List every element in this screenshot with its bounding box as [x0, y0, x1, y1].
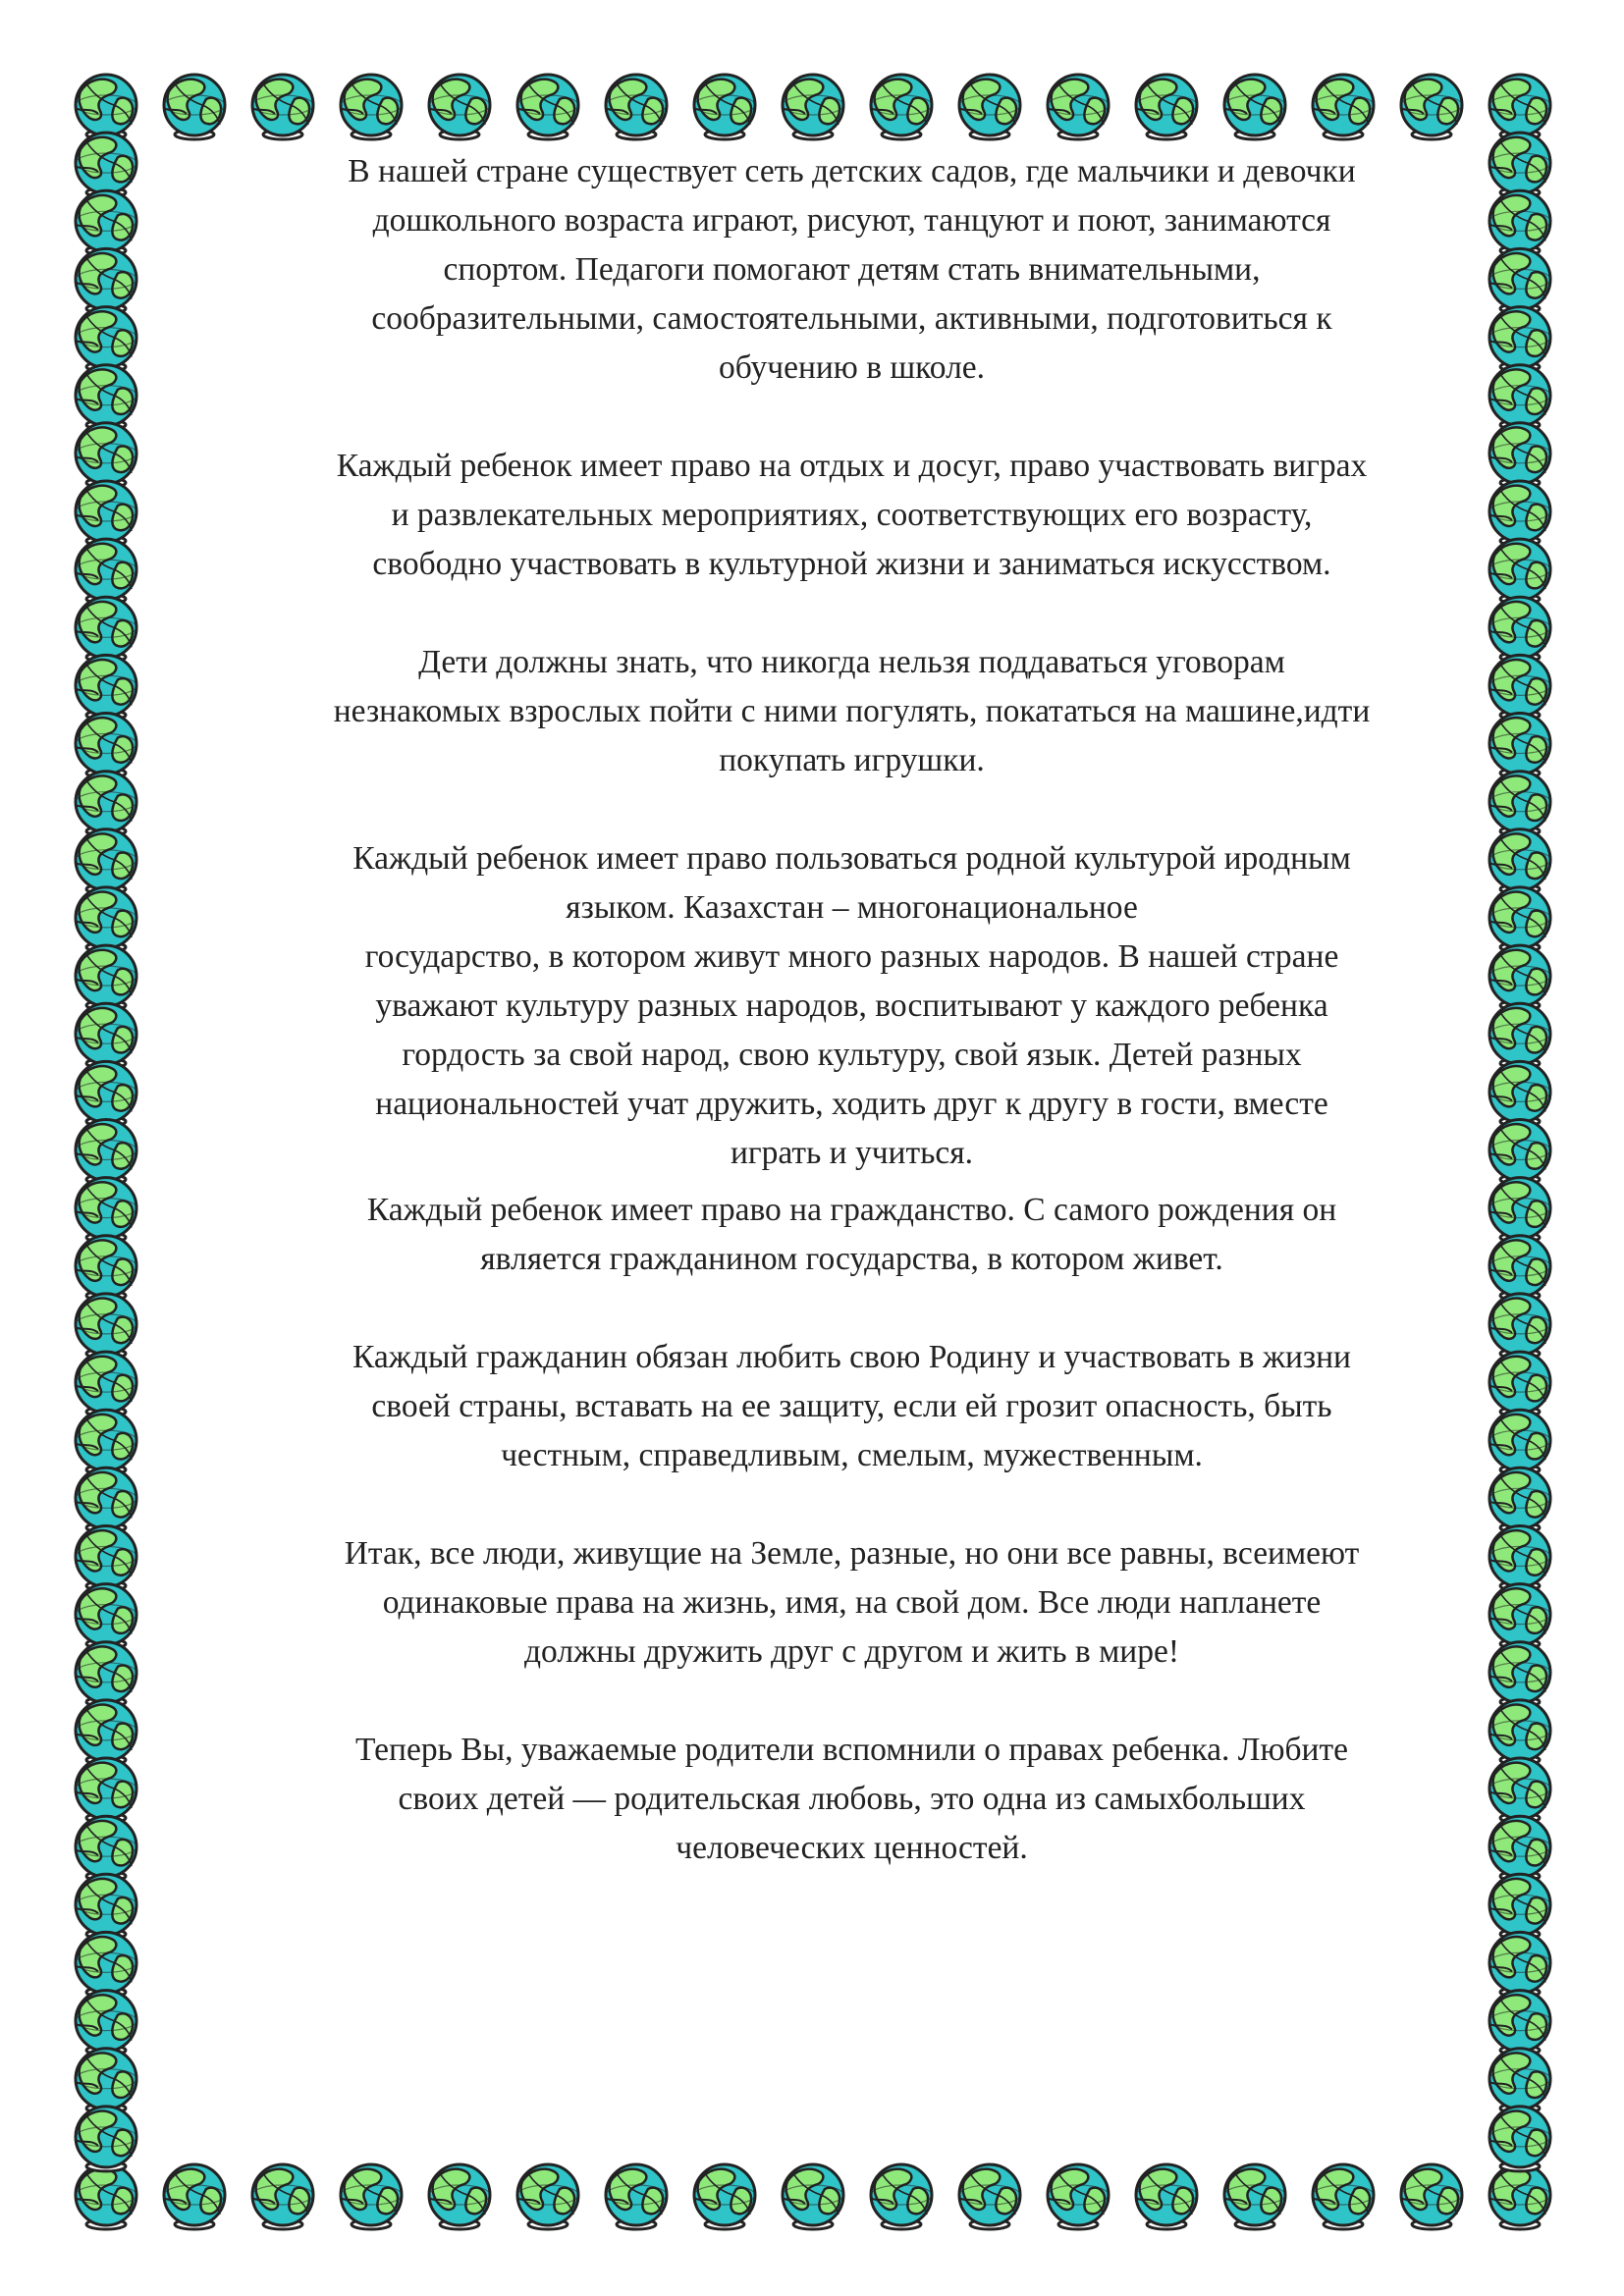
- paragraph: [241, 442, 1463, 589]
- globe-icon: [341, 75, 402, 139]
- globe-icon: [76, 75, 136, 139]
- globe-icon: [1401, 2164, 1462, 2229]
- globe-icon: [1489, 539, 1550, 604]
- globe-icon: [1489, 1410, 1550, 1474]
- text-line: человеческих ценностей.: [676, 1830, 1028, 1866]
- globe-icon: [76, 133, 136, 197]
- text-line: Каждый ребенок имеет право на отдых и досуг, право участвовать виграх: [336, 448, 1368, 484]
- globe-icon: [1489, 772, 1550, 836]
- text-line: своих детей — родительская любовь, это одна из самыхбольших: [398, 1781, 1306, 1817]
- globe-icon: [1489, 1816, 1550, 1881]
- globe-icon: [76, 1642, 136, 1707]
- globe-icon: [76, 1526, 136, 1591]
- globe-icon: [1489, 829, 1550, 894]
- globe-icon: [429, 75, 490, 139]
- globe-icon: [1489, 248, 1550, 313]
- globe-icon: [76, 1294, 136, 1359]
- globe-icon: [1489, 1758, 1550, 1823]
- text-line: обучению в школе.: [718, 349, 986, 386]
- text-line: является гражданином государства, в котором живет.: [480, 1241, 1223, 1277]
- globe-icon: [76, 1468, 136, 1532]
- text-line: дошкольного возраста играют, рисуют, танцуют и поют, занимаются: [372, 202, 1331, 239]
- globe-icon: [1489, 597, 1550, 662]
- globe-icon: [1489, 1061, 1550, 1126]
- globe-icon: [76, 1236, 136, 1301]
- globe-icon: [517, 2164, 578, 2229]
- globe-icon: [76, 1352, 136, 1416]
- globe-icon: [1489, 1120, 1550, 1185]
- text-line: национальностей учат дружить, ходить друг к другу в гости, вместе: [375, 1086, 1328, 1122]
- globe-icon: [783, 75, 843, 139]
- globe-icon: [76, 248, 136, 313]
- globe-icon: [341, 2164, 402, 2229]
- globe-icon: [1489, 714, 1550, 778]
- globe-icon: [1489, 1526, 1550, 1591]
- globe-icon: [1048, 2164, 1109, 2229]
- text-line: покупать игрушки.: [719, 742, 985, 778]
- text-line: своей страны, вставать на ее защиту, если ей грозит опасность, быть: [371, 1388, 1332, 1424]
- globe-icon: [76, 1932, 136, 1997]
- globe-icon: [76, 423, 136, 488]
- globe-icon: [76, 772, 136, 836]
- globe-icon: [76, 1816, 136, 1881]
- text-line: Итак, все люди, живущие на Земле, разные, но они все равны, всеимеют: [344, 1535, 1360, 1572]
- globe-icon: [1489, 307, 1550, 372]
- globe-icon: [1489, 365, 1550, 430]
- globe-icon: [1489, 2049, 1550, 2113]
- paragraph: [241, 1333, 1463, 1480]
- globe-icon: [76, 1410, 136, 1474]
- paragraph: [241, 834, 1463, 1178]
- paragraph: [241, 1726, 1463, 1873]
- globe-icon: [76, 1120, 136, 1185]
- text-line: Каждый ребенок имеет право на гражданство. С самого рождения он: [366, 1192, 1337, 1228]
- globe-icon: [1048, 75, 1109, 139]
- globe-icon: [76, 1584, 136, 1649]
- globe-icon: [76, 1758, 136, 1823]
- globe-icon: [76, 945, 136, 1010]
- globe-icon: [76, 2049, 136, 2113]
- globe-icon: [76, 539, 136, 604]
- text-line: Каждый гражданин обязан любить свою Родину и участвовать в жизни: [352, 1339, 1351, 1375]
- globe-icon: [76, 1700, 136, 1765]
- globe-icon: [252, 75, 313, 139]
- globe-icon: [1489, 1468, 1550, 1532]
- text-line: Дети должны знать, что никогда нельзя поддаваться уговорам: [418, 644, 1285, 680]
- globe-icon: [164, 75, 225, 139]
- globe-icon: [1489, 945, 1550, 1010]
- text-line: играть и учиться.: [730, 1135, 974, 1171]
- paragraph: [241, 1186, 1463, 1284]
- text-line: гордость за свой народ, свою культуру, свой язык. Детей разных: [402, 1037, 1302, 1073]
- globe-icon: [1489, 1178, 1550, 1243]
- globe-icon: [1489, 1584, 1550, 1649]
- globe-icon: [1489, 190, 1550, 255]
- globe-icon: [871, 2164, 932, 2229]
- globe-icon: [1489, 1700, 1550, 1765]
- globe-icon: [76, 1178, 136, 1243]
- globe-icon: [76, 365, 136, 430]
- globe-icon: [76, 829, 136, 894]
- globe-icon: [959, 75, 1020, 139]
- globe-icon: [1401, 75, 1462, 139]
- globe-icon: [76, 714, 136, 778]
- globe-icon: [1489, 1874, 1550, 1939]
- globe-icon: [1489, 423, 1550, 488]
- text-line: честным, справедливым, смелым, мужественным.: [501, 1437, 1203, 1473]
- globe-icon: [76, 1874, 136, 1939]
- text-line: и развлекательных мероприятиях, соответствующих его возрасту,: [391, 497, 1313, 533]
- globe-icon: [1224, 2164, 1285, 2229]
- globe-icon: [694, 75, 755, 139]
- globe-icon: [1489, 887, 1550, 952]
- globe-icon: [76, 307, 136, 372]
- text-line: сообразительными, самостоятельными, активными, подготовиться к: [371, 300, 1332, 337]
- globe-icon: [1489, 1352, 1550, 1416]
- globe-icon: [1489, 1642, 1550, 1707]
- globe-icon: [959, 2164, 1020, 2229]
- globe-icon: [252, 2164, 313, 2229]
- globe-icon: [76, 190, 136, 255]
- paragraph: [241, 147, 1463, 393]
- globe-icon: [1489, 1932, 1550, 1997]
- globe-icon: [1489, 133, 1550, 197]
- text-line: Каждый ребенок имеет право пользоваться родной культурой иродным: [352, 840, 1351, 877]
- globe-icon: [76, 1991, 136, 2056]
- globe-icon: [76, 2107, 136, 2171]
- globe-icon: [1136, 2164, 1197, 2229]
- text-line: одинаковые права на жизнь, имя, на свой дом. Все люди напланете: [382, 1584, 1322, 1621]
- text-line: свободно участвовать в культурной жизни и заниматься искусством.: [372, 546, 1331, 582]
- globe-icon: [76, 481, 136, 546]
- globe-icon: [76, 2164, 136, 2229]
- globe-icon: [1489, 75, 1550, 139]
- text-line: незнакомых взрослых пойти с ними погулять, покататься на машине,идти: [333, 693, 1371, 729]
- globe-icon: [517, 75, 578, 139]
- globe-icon: [1313, 2164, 1374, 2229]
- globe-icon: [1489, 1236, 1550, 1301]
- globe-icon: [1489, 655, 1550, 720]
- text-body: [241, 147, 1463, 1922]
- globe-icon: [1313, 75, 1374, 139]
- globe-icon: [1489, 481, 1550, 546]
- text-line: В нашей стране существует сеть детских садов, где мальчики и девочки: [348, 153, 1356, 189]
- globe-icon: [606, 75, 667, 139]
- globe-icon: [1489, 1294, 1550, 1359]
- text-line: языком. Казахстан – многонациональное: [566, 889, 1138, 926]
- globe-icon: [871, 75, 932, 139]
- globe-icon: [606, 2164, 667, 2229]
- globe-icon: [164, 2164, 225, 2229]
- globe-icon: [694, 2164, 755, 2229]
- globe-icon: [76, 887, 136, 952]
- globe-icon: [783, 2164, 843, 2229]
- globe-icon: [1489, 1003, 1550, 1068]
- globe-icon: [1136, 75, 1197, 139]
- text-line: Теперь Вы, уважаемые родители вспомнили о правах ребенка. Любите: [354, 1732, 1348, 1768]
- text-line: уважают культуру разных народов, воспитывают у каждого ребенка: [375, 988, 1328, 1024]
- globe-icon: [1489, 1991, 1550, 2056]
- globe-icon: [76, 655, 136, 720]
- globe-icon: [1489, 2164, 1550, 2229]
- text-line: спортом. Педагоги помогают детям стать внимательными,: [443, 251, 1261, 288]
- globe-icon: [429, 2164, 490, 2229]
- paragraph: [241, 1529, 1463, 1677]
- globe-icon: [1224, 75, 1285, 139]
- globe-icon: [76, 1061, 136, 1126]
- globe-icon: [1489, 2107, 1550, 2171]
- paragraph: [241, 638, 1463, 785]
- globe-icon: [76, 1003, 136, 1068]
- text-line: должны дружить друг с другом и жить в мире!: [524, 1633, 1179, 1670]
- globe-icon: [76, 597, 136, 662]
- text-line: государство, в котором живут много разных народов. В нашей стране: [364, 938, 1339, 975]
